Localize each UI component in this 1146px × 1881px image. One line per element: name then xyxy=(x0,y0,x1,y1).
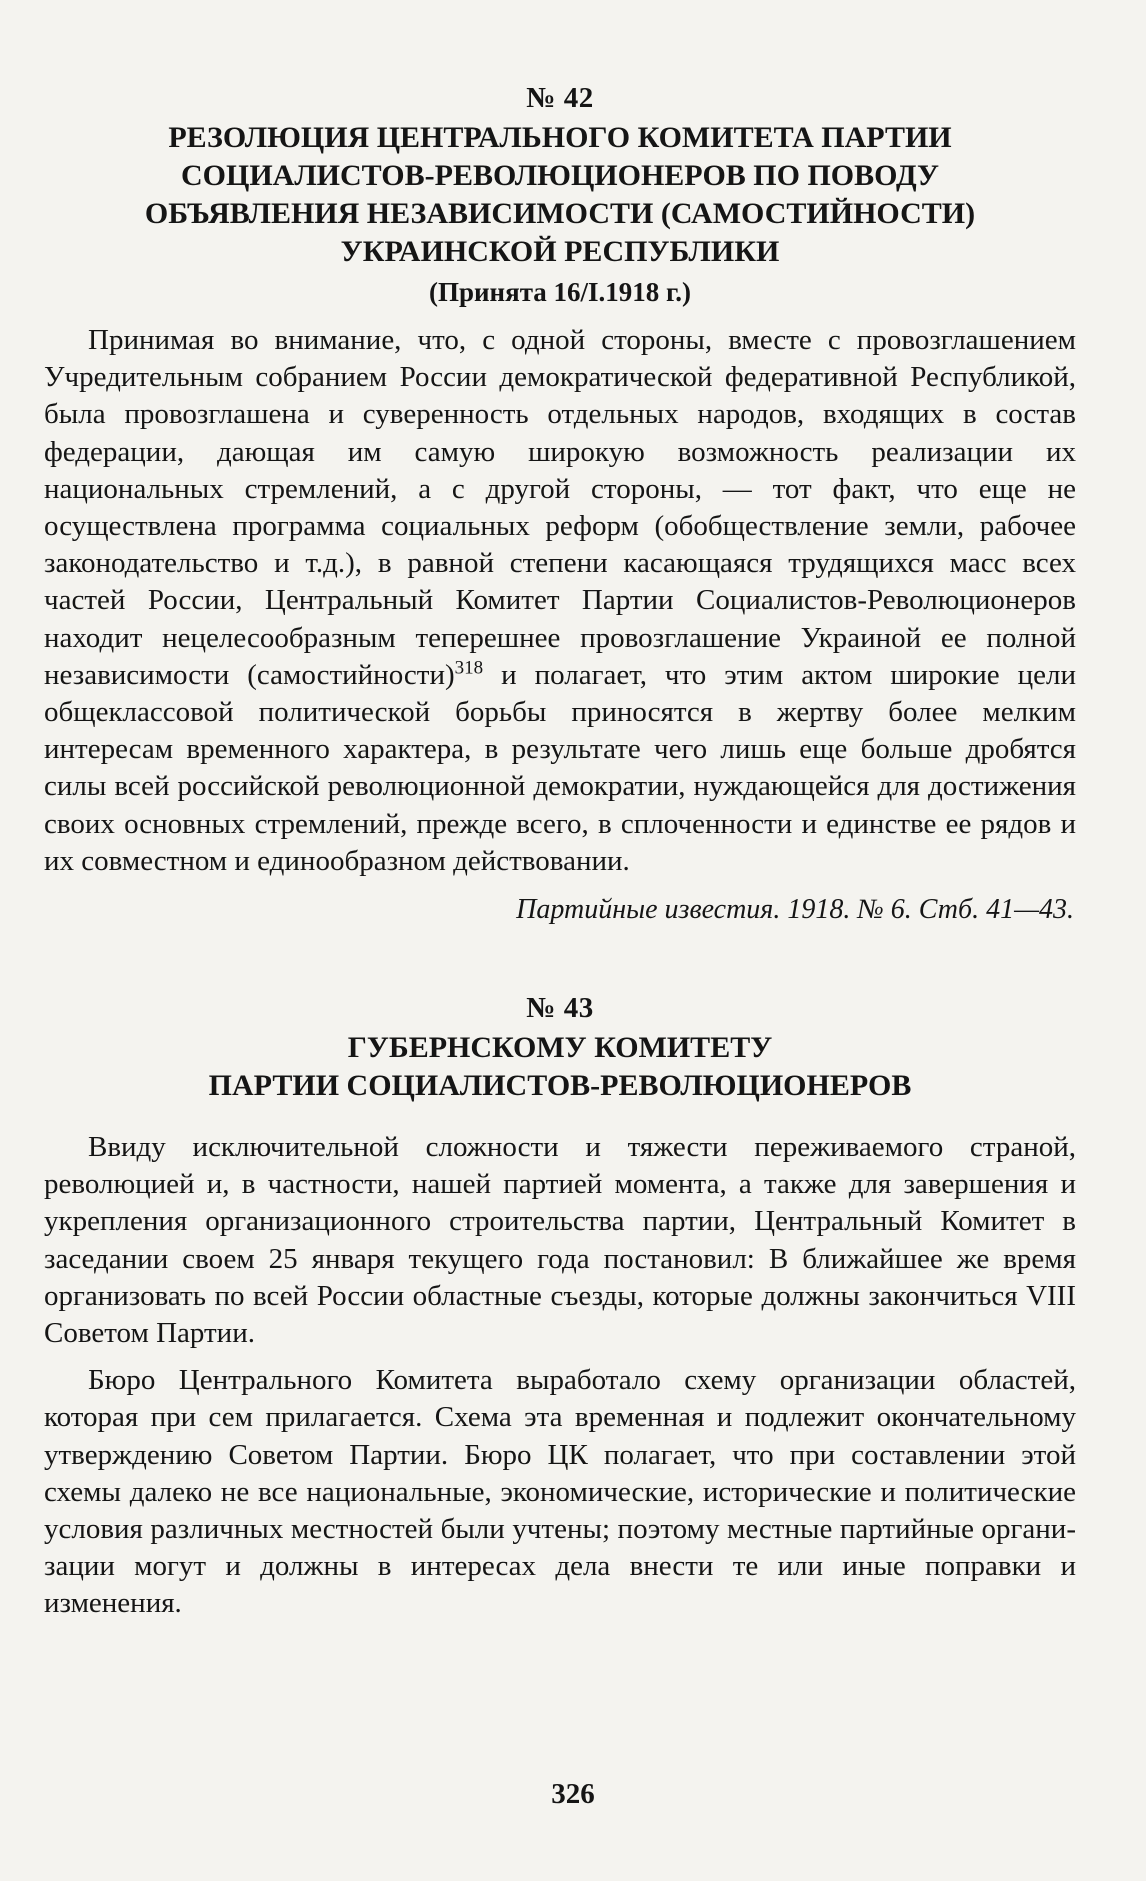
document-43 xyxy=(44,992,1076,1623)
page-number: 326 xyxy=(551,1778,595,1810)
document-number: № 42 xyxy=(526,82,594,114)
paragraph-text: и полагает, что этим актом широкие цели общеклассовой политической борьбы приносятся в жертву более мелким интересам временного характера, в результате чего лишь еще больше дробятся силы всей российской революционной демократии, нуждающейся для достижения своих основных стремлений, прежде всего, в сплоченности и единстве ее рядов и их совместном и единообразном действовании. xyxy=(44,658,1076,877)
resolution-paragraph xyxy=(44,322,1076,880)
title-line: ПАРТИИ СОЦИАЛИСТОВ-РЕВОЛЮЦИОНЕРОВ xyxy=(208,1069,912,1103)
letter-paragraph: Бюро Центрального Комитета выработало схему организации областей, которая при сем прилагается. Схема эта временная и подлежит окончательному утверждению Советом Партии. Бюро ЦК полагает, что при составлении этой схемы далеко не все национальные, экономические, исторические и политические условия различных местностей были учтены; поэтому местные партийные организации могут и должны в интересах дела внести те или иные поправки и изменения. xyxy=(44,1364,1076,1620)
title-line: РЕЗОЛЮЦИЯ ЦЕНТРАЛЬНОГО КОМИТЕТА ПАРТИИ xyxy=(168,121,952,154)
source-citation: Партийные известия. 1918. № 6. Стб. 41—43. xyxy=(516,894,1074,926)
document-title xyxy=(44,119,1076,271)
title-line: УКРАИНСКОЙ РЕСПУБЛИКИ xyxy=(340,235,780,268)
document-number: № 43 xyxy=(526,992,594,1025)
title-line: ГУБЕРНСКОМУ КОМИТЕТУ xyxy=(347,1031,773,1065)
paragraph-text: Принимая во внимание, что, с одной стороны, вместе с провозглашением Учредительным собранием России демократической федеративной Республикой, была провозглашена и суверенность отдельных народов, входящих в состав федерации, дающая им самую широкую возможность реализации их национальных стремлений, а с другой стороны, — тот факт, что еще не осуществлена программа социальных реформ (обобществление земли, рабочее законодательство и т.д.), в равной степени касающаяся трудящихся масс всех частей России, Центральный Комитет Партии Социалистов-Революционеров находит нецелесообразным теперешнее провозглашение Украиной ее полной независимости (самостийности) xyxy=(44,324,1076,691)
document-42 xyxy=(44,82,1076,926)
adoption-date: (Принята 16/I.1918 г.) xyxy=(428,277,692,307)
footnote-reference: 318 xyxy=(454,657,484,679)
document-title xyxy=(44,1029,1076,1105)
title-line: ОБЪЯВЛЕНИЯ НЕЗАВИСИМОСТИ (САМОСТИЙНОСТИ) xyxy=(144,197,976,230)
title-line: СОЦИАЛИСТОВ-РЕВОЛЮЦИОНЕРОВ ПО ПОВОДУ xyxy=(180,159,939,192)
letter-paragraph: Ввиду исключительной сложности и тяжести переживаемого страной, революцией и, в частности, нашей партией момента, а также для завершения и укрепления организационного строительства партии, Центральный Комитет в заседании своем 25 января текущего года постановил: В ближайшее же время организовать по всей России областные съезды, которые должны закончиться VIII Советом Партии. xyxy=(44,1131,1076,1350)
